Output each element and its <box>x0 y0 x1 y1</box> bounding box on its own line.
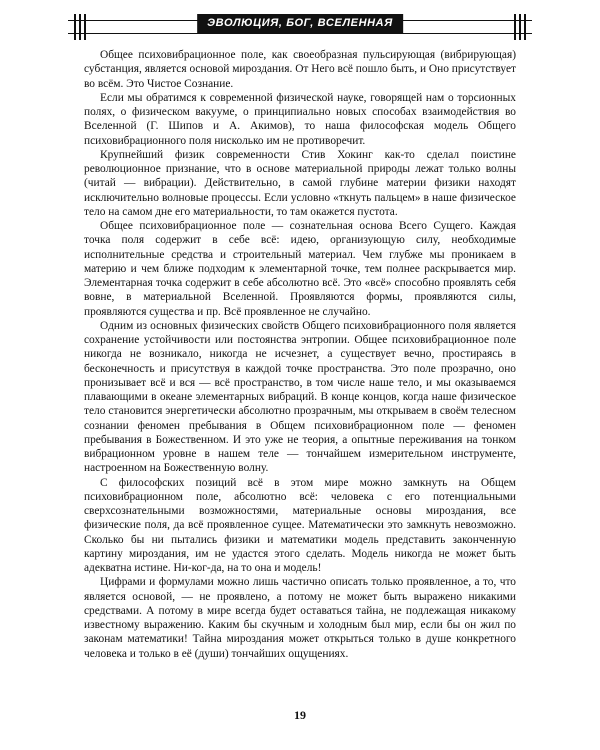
header-title: ЭВОЛЮЦИЯ, БОГ, ВСЕЛЕННАЯ <box>197 14 403 33</box>
running-header <box>68 14 532 40</box>
header-ornament-right <box>524 14 526 40</box>
header-ornament-right <box>514 14 516 40</box>
paragraph: Крупнейший физик современности Стив Хокинг как-то сделал поистине революционное признание, что в основе материальной природы лежат только волны (читай — вибрации). Действительно, в самой глубине материи физики находят исключительно волновые процессы. Если условно «ткнуть пальцем» в наше физическое тело на самом дне его материальности, то там окажется пустота. <box>84 148 516 218</box>
paragraph: Одним из основных физических свойств Общего психовибрационного поля является сохранение устойчивости или постоянства энтропии. Общее психовибрационное поле никогда не возникало, никогда не исчезнет, а существует вечно, простираясь в бесконечность и присутствуя в каждой точке пространства. Это поле прозрачно, оно пронизывает всё и вся — всё пространство, в том числе наше тело, и мы оказываемся плавающими в океане элементарных вибраций. В конце концов, когда наше физическое тело становится энергетически абсолютно прозрачным, мы открываем в своём телесном сознании феномен пребывания в Общем психовибрационном поле — феномен пребывания в Божественном. И это уже не теория, а опытные переживания на тонком вибрационном уровне в нашем теле — тончайшем измерительном инструменте, настроенном на Божественную волну. <box>84 319 516 475</box>
page-number: 19 <box>294 708 306 722</box>
paragraph: С философских позиций всё в этом мире можно замкнуть на Общем психовибрационном поле, абсолютно всё: человека с его потенциальными сверхсознательными возможностями, материальные основы мироздания, все физические поля, да всё проявленное сущее. Математически это замкнуть невозможно. Сколько бы ни пытались физики и математики модель представить законченную картину мироздания, им не удастся этого сделать. Модель никогда не может быть адекватна истине. Ни-ког-да, на то она и модель! <box>84 476 516 574</box>
paragraph: Общее психовибрационное поле — сознательная основа Всего Сущего. Каждая точка поля содержит в себе всё: идею, организующую силу, необходимые исполнительные средства и строительный материал. Чем глубже мы проникаем в материю и чем ближе подходим к элементарной точке, тем полнее раскрывается мир. Элементарная точка содержит в себе абсолютно всё. Это «всё» способно проявлять себя вовне, в материальной Вселенной. Проявляются формы, проявляются силы, проявляются существа и пр. Всё проявленное не случайно. <box>84 220 516 318</box>
header-ornament-left <box>74 14 76 40</box>
paragraph: Цифрами и формулами можно лишь частично описать только проявленное, а то, что является основой, — не проявлено, а потому не может быть выражено никакими средствами. А потому в мире всегда будет оставаться тайна, не подлежащая никакому известному выражению. Каким бы скучным и холодным был мир, если бы он жил по законам математики! Тайна мироздания может открыться только в душе конкретного человека и только в её (души) тончайших ощущениях. <box>84 576 516 660</box>
header-rule-bottom <box>68 33 532 34</box>
paragraph: Общее психовибрационное поле, как своеобразная пульсирующая (вибрирующая) субстанция, является основой мироздания. От Него всё пошло быть, и Оно присутствует во всём. Это Чистое Сознание. <box>84 49 516 90</box>
header-ornament-left <box>84 14 86 40</box>
header-ornament-left <box>79 14 81 40</box>
paragraph: Если мы обратимся к современной физической науке, говорящей нам о торсионных полях, о физическом вакууме, о принципиально новых способах взаимодействия во Вселенной (Г. Шипов и А. Акимов), то наша философская модель Общего психовибрационного поля нисколько им не противоречит. <box>84 91 516 147</box>
body-text <box>84 48 516 661</box>
header-ornament-right <box>519 14 521 40</box>
